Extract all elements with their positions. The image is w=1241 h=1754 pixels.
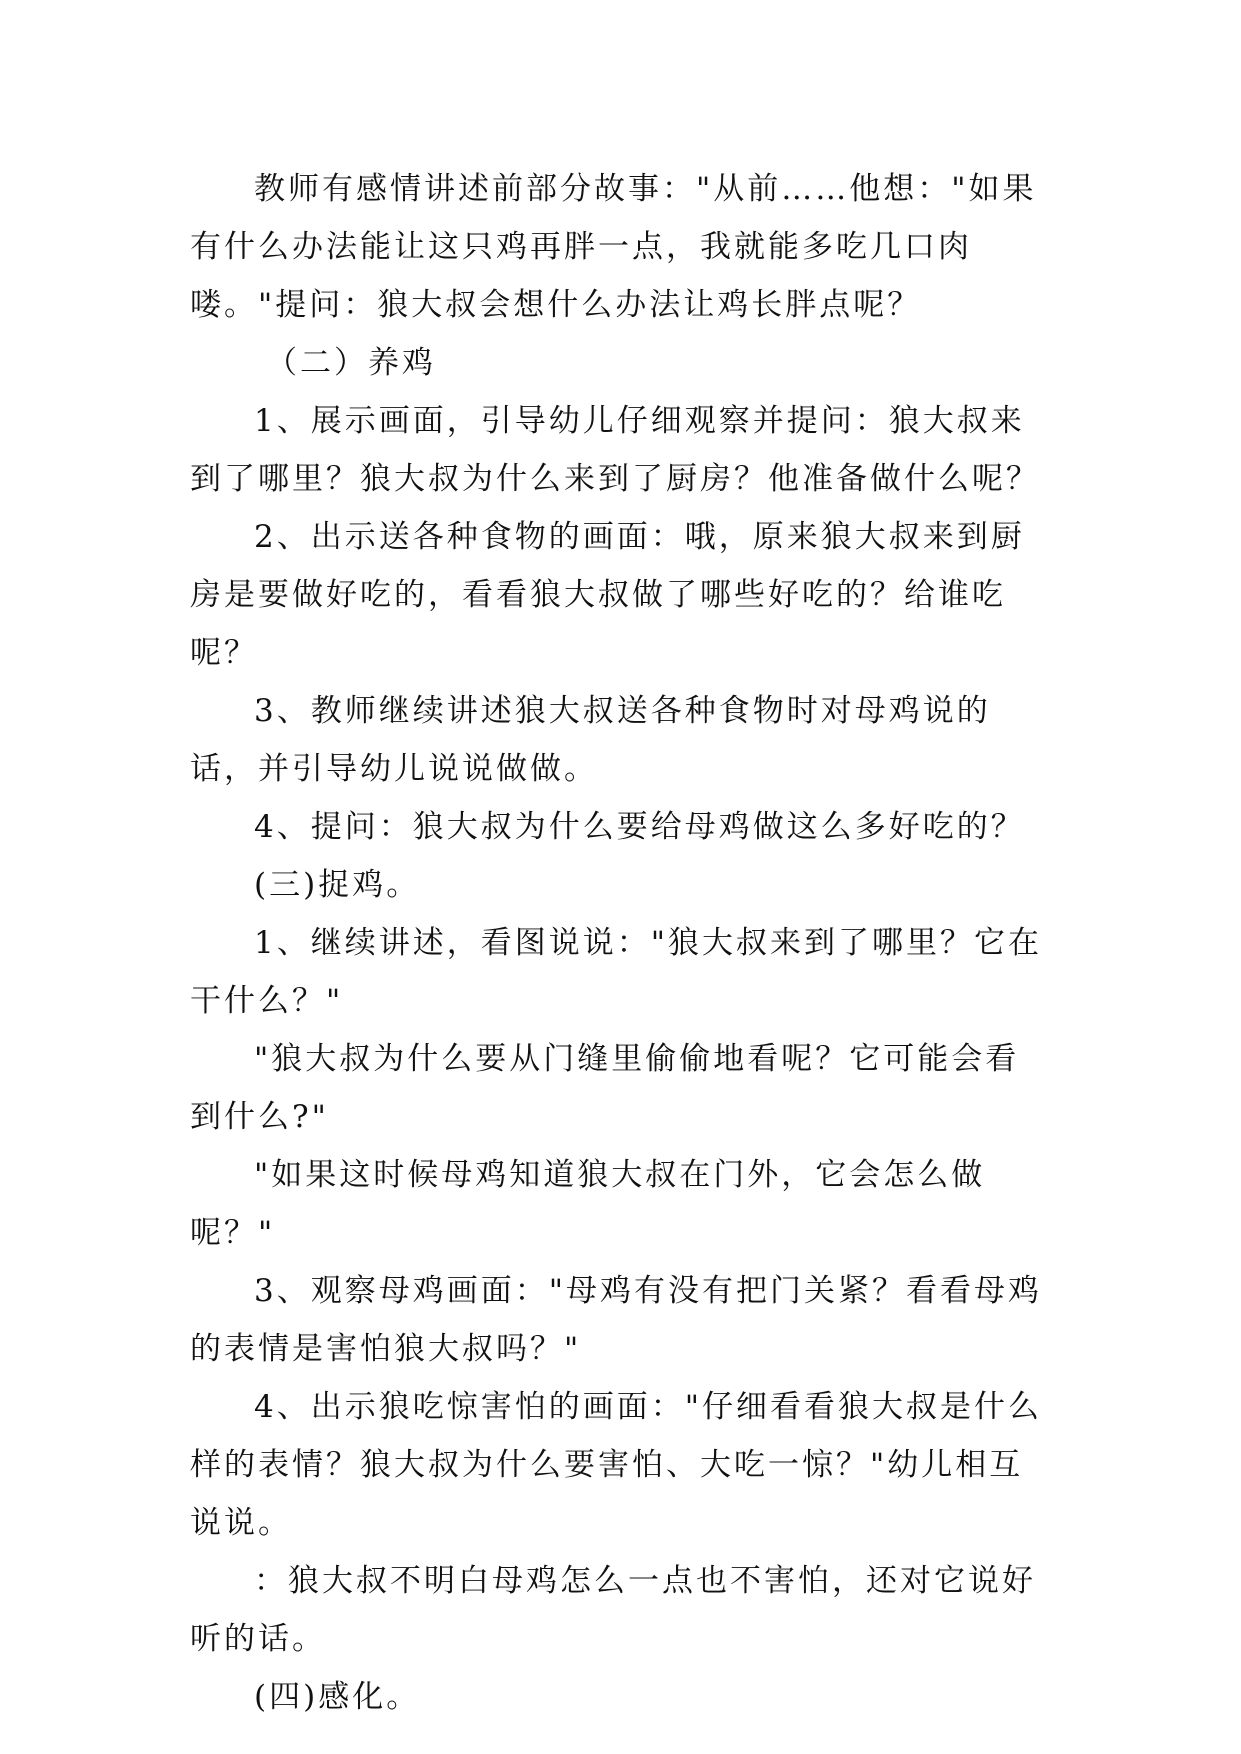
paragraph-catch-step-3: 3、观察母鸡画面："母鸡有没有把门关紧？看看母鸡的表情是害怕狼大叔吗？" (190, 1273, 1042, 1367)
paragraph-step-2: 2、出示送各种食物的画面：哦，原来狼大叔来到厨房是要做好吃的，看看狼大叔做了哪些好吃的？给谁吃呢？ (190, 519, 1025, 671)
paragraph-catch-step-1: 1、继续讲述，看图说说："狼大叔来到了哪里？它在干什么？" (190, 925, 1042, 1019)
section-heading-touch: (四)感化。 (254, 1679, 421, 1715)
paragraph-summary: ：狼大叔不明白母鸡怎么一点也不害怕，还对它说好听的话。 (190, 1563, 1036, 1657)
document-body (190, 160, 1050, 1726)
paragraph-step-4: 4、提问：狼大叔为什么要给母鸡做这么多好吃的？ (254, 809, 1025, 845)
paragraph-catch-step-4: 4、出示狼吃惊害怕的画面："仔细看看狼大叔是什么样的表情？狼大叔为什么要害怕、大吃一惊？"幼儿相互说说。 (190, 1389, 1042, 1541)
section-heading-catch-chicken: (三)捉鸡。 (254, 867, 421, 903)
paragraph-story-intro: 教师有感情讲述前部分故事："从前……他想："如果有什么办法能让这只鸡再胖一点，我就能多吃几口肉喽。"提问：狼大叔会想什么办法让鸡长胖点呢？ (190, 171, 1037, 323)
paragraph-step-1: 1、展示画面，引导幼儿仔细观察并提问：狼大叔来到了哪里？狼大叔为什么来到了厨房？他准备做什么呢？ (190, 403, 1040, 497)
paragraph-step-3: 3、教师继续讲述狼大叔送各种食物时对母鸡说的话，并引导幼儿说说做做。 (190, 693, 991, 787)
paragraph-catch-question-2: "如果这时候母鸡知道狼大叔在门外，它会怎么做呢？" (190, 1157, 986, 1251)
section-heading-raise-chicken: （二）养鸡 (266, 345, 436, 381)
paragraph-catch-question-1: "狼大叔为什么要从门缝里偷偷地看呢？它可能会看到什么?" (190, 1041, 1020, 1135)
